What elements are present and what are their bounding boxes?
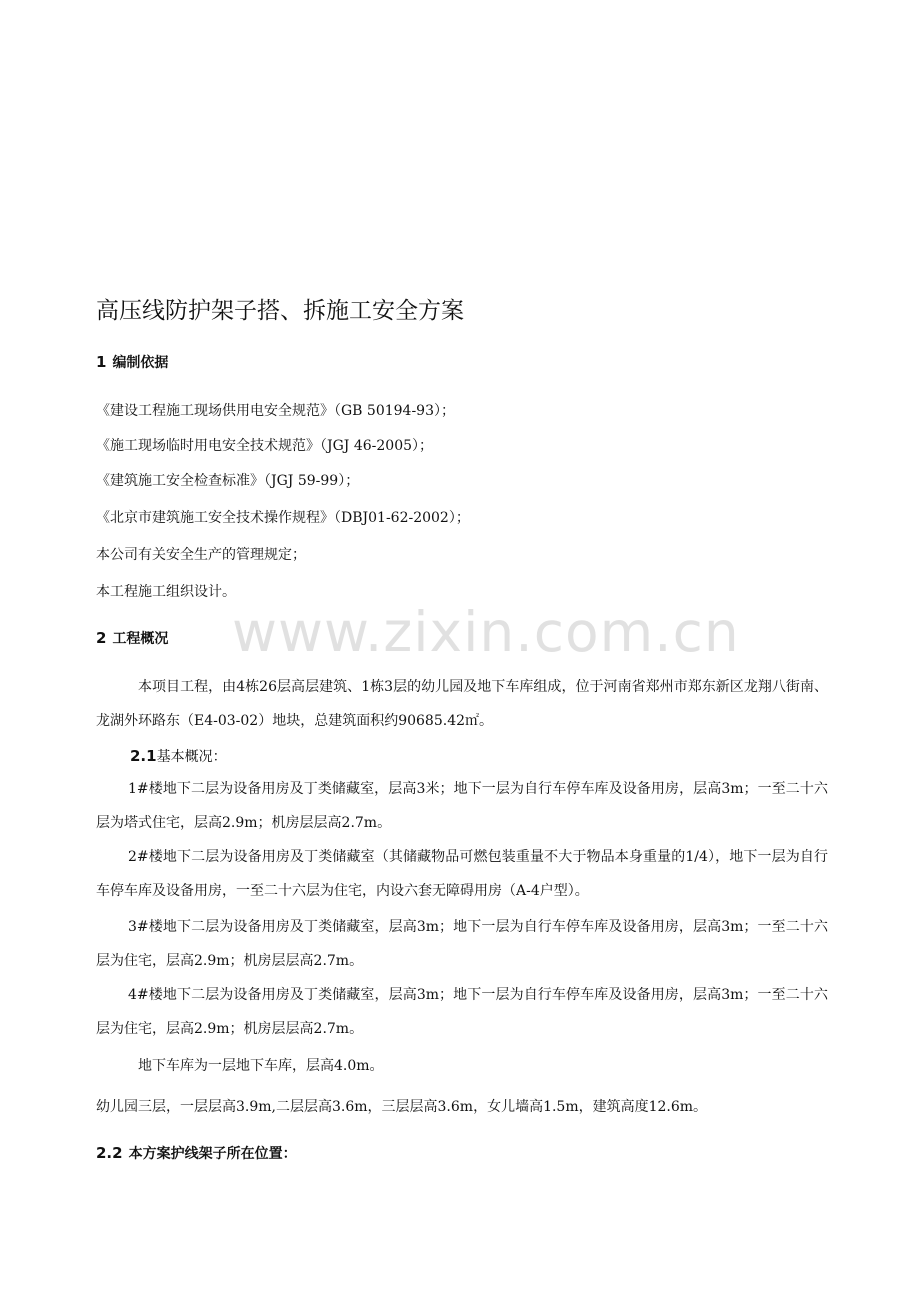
building-1-description: 1#楼地下二层为设备用房及丁类储藏室，层高3米；地下一层为自行车停车库及设备用房，层高3m；一至二十六层为塔式住宅，层高2.9m；机房层层高2.7m。: [96, 781, 828, 831]
document-title: 高压线防护架子搭、拆施工安全方案: [96, 298, 464, 324]
building-3-description: 3#楼地下二层为设备用房及丁类储藏室，层高3m；地下一层为自行车停车库及设备用房，层高3m；一至二十六层为住宅，层高2.9m；机房层层高2.7m。: [96, 919, 828, 969]
reference-item: 《北京市建筑施工安全技术操作规程》（DBJ01-62-2002）；: [96, 510, 470, 526]
watermark: www.zixin.com.cn: [232, 600, 740, 664]
section-2-heading: [96, 628, 168, 648]
section-1-heading: [96, 352, 168, 372]
kindergarten-description: 幼儿园三层，一层层高3.9m,二层层高3.6m，三层层高3.6m，女儿墙高1.5m，建筑高度12.6m。: [96, 1099, 708, 1115]
building-2-description: 2#楼地下二层为设备用房及丁类储藏室（其储藏物品可燃包装重量不大于物品本身重量的1/4），地下一层为自行车停车库及设备用房，一至二十六层为住宅，内设六套无障碍用房（A-4户型）。: [96, 849, 828, 899]
subsection-2-1-title: 基本概况：: [156, 749, 227, 765]
subsection-2-2-heading: [96, 1143, 297, 1163]
reference-item: 《施工现场临时用电安全技术规范》（JGJ 46-2005）；: [96, 438, 434, 454]
reference-item: 本公司有关安全生产的管理规定；: [96, 547, 306, 563]
subsection-2-1-number: 2.1: [130, 747, 157, 765]
section-1-title: 编制依据: [112, 355, 169, 371]
garage-description: 地下车库为一层地下车库，层高4.0m。: [138, 1058, 384, 1074]
subsection-2-1-heading: [130, 746, 227, 766]
reference-item: 本工程施工组织设计。: [96, 584, 236, 600]
reference-item: 《建筑施工安全检查标准》（JGJ 59-99）；: [96, 473, 360, 489]
section-1-number: 1: [96, 353, 107, 371]
section-2-number: 2: [96, 629, 107, 647]
section-2-title: 工程概况: [112, 631, 169, 647]
subsection-2-2-number: 2.2: [96, 1144, 123, 1162]
subsection-2-2-title: 本方案护线架子所在位置：: [128, 1146, 297, 1162]
building-4-description: 4#楼地下二层为设备用房及丁类储藏室，层高3m；地下一层为自行车停车库及设备用房，层高3m；一至二十六层为住宅，层高2.9m；机房层层高2.7m。: [96, 987, 828, 1037]
reference-item: 《建设工程施工现场供用电安全规范》（GB 50194-93）；: [96, 403, 456, 419]
project-intro: 本项目工程，由4栋26层高层建筑、1栋3层的幼儿园及地下车库组成，位于河南省郑州市郑东新区龙翔八街南、龙湖外环路东（E4-03-02）地块，总建筑面积约90685.42㎡。: [96, 679, 828, 729]
